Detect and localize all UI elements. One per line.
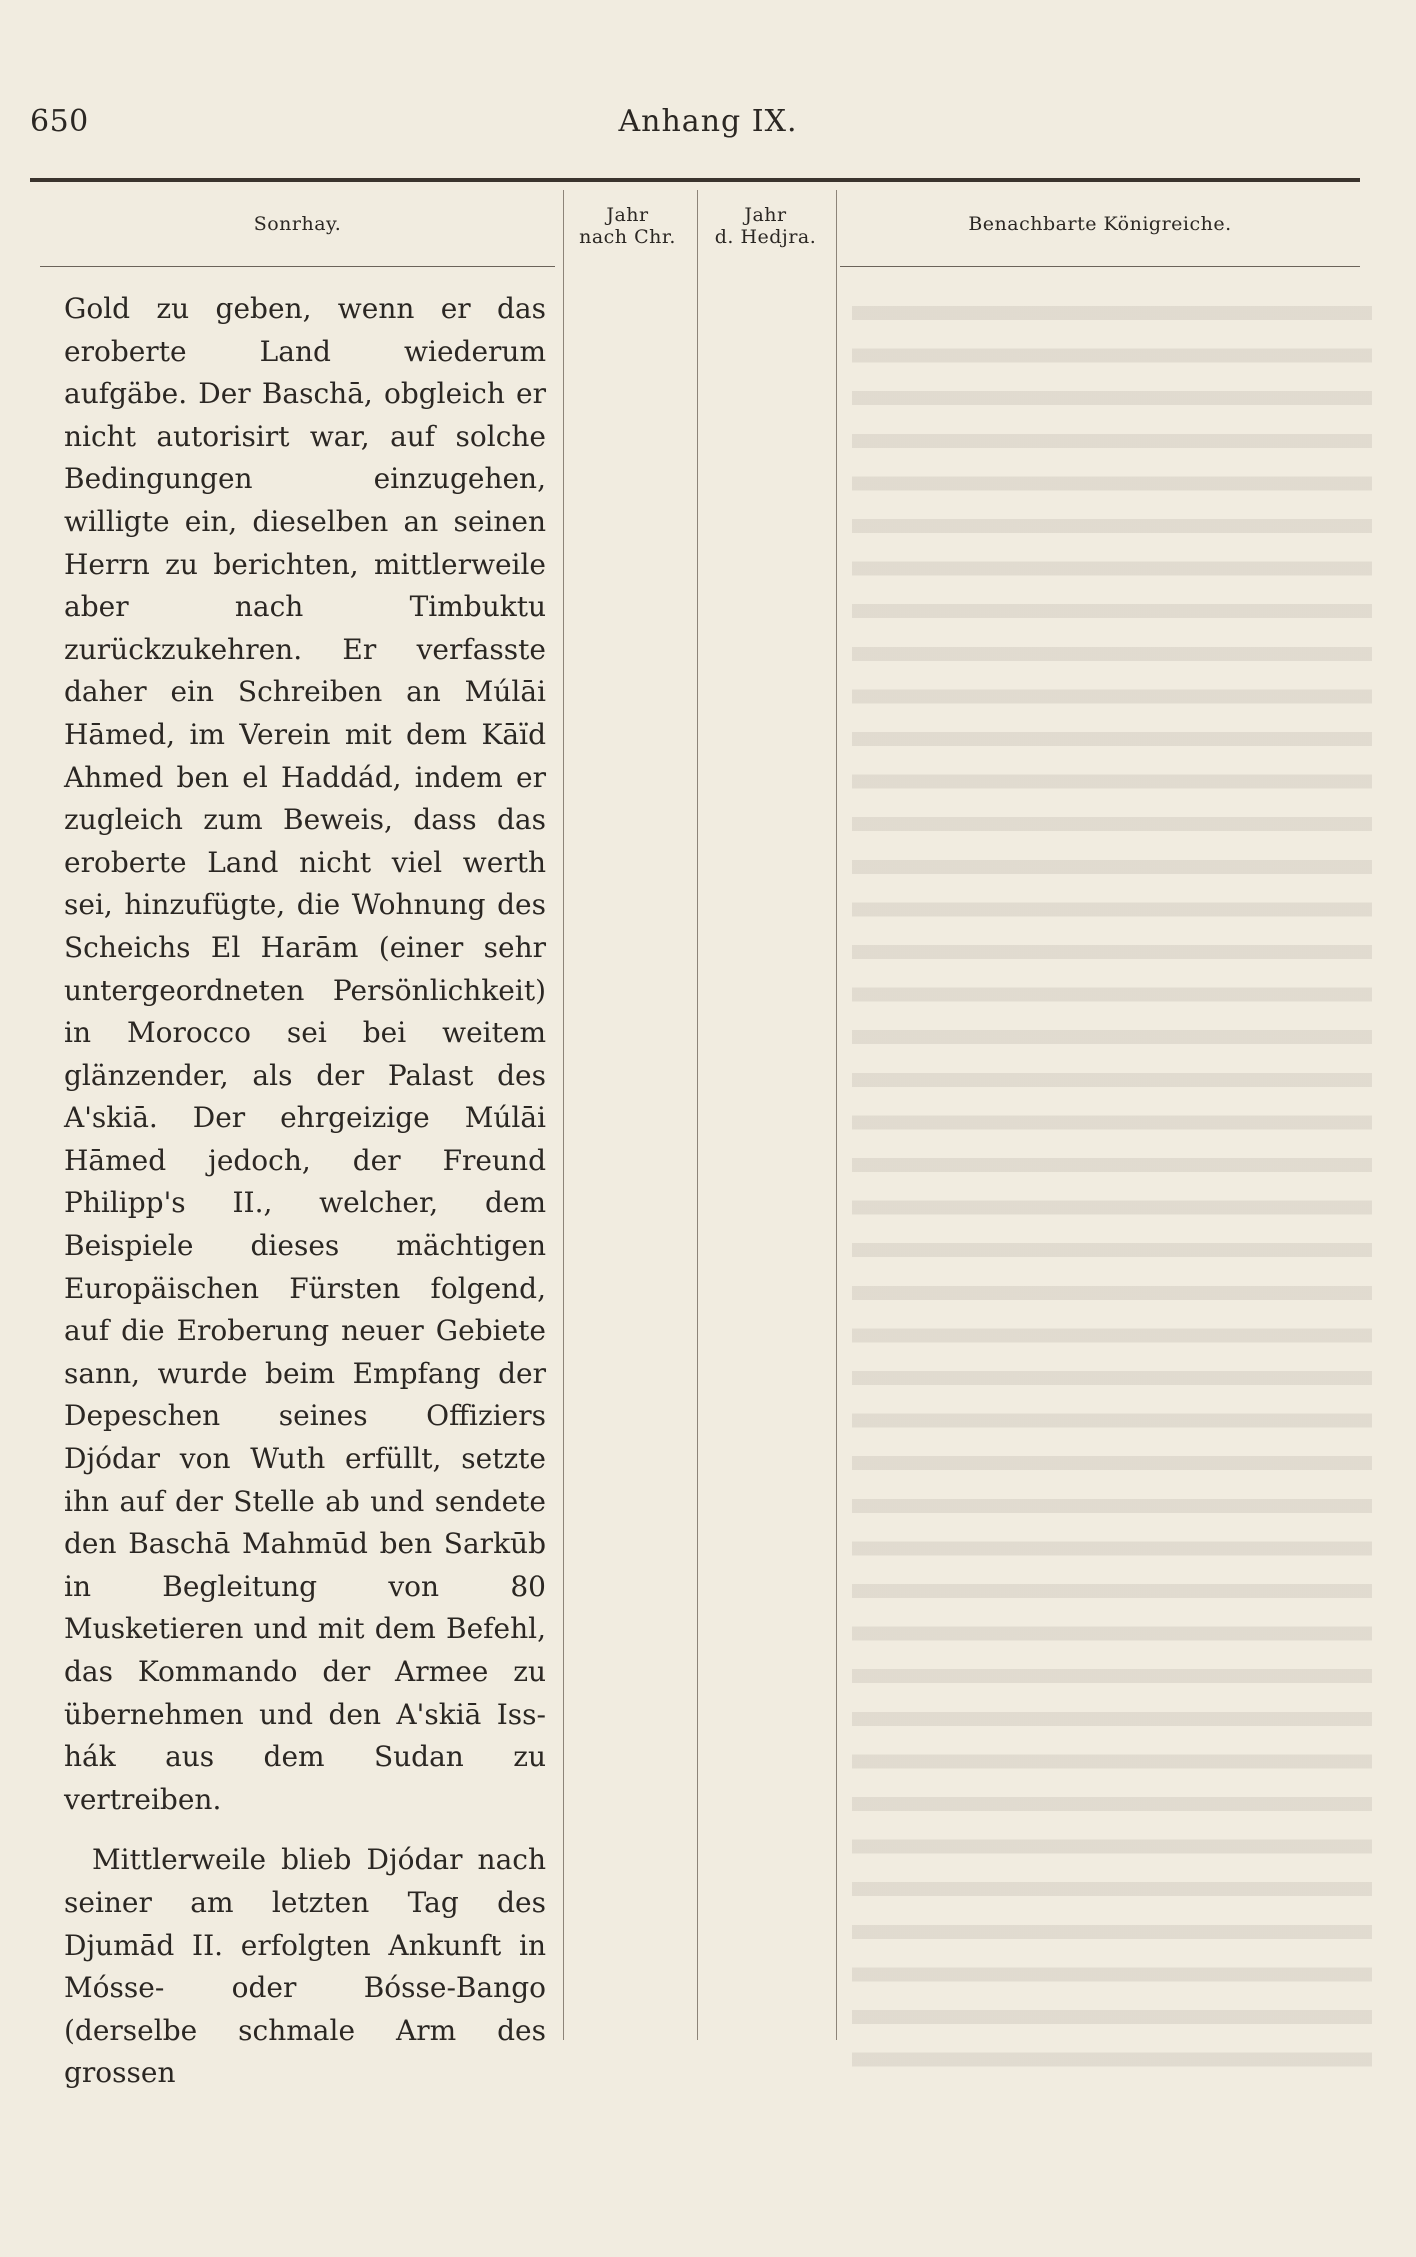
header-rule-right (840, 266, 1360, 267)
column-header-jahr-nach-chr (560, 204, 695, 248)
column-header-jahr-chr-line2: nach Chr. (579, 226, 676, 248)
column-header-jahr-hedjra-line2: d. Hedjra. (714, 226, 817, 248)
column-header-jahr-chr-line1: Jahr (606, 204, 649, 226)
column-divider-3 (836, 190, 837, 2040)
header-rule-left (40, 266, 555, 267)
column-divider-2 (697, 190, 698, 2040)
page-number: 650 (30, 104, 89, 139)
show-through-bleed (852, 292, 1372, 2072)
column-header-sonrhay: Sonrhay. (253, 213, 342, 235)
column-header-jahr-hedjra-line1: Jahr (744, 204, 787, 226)
column-divider-1 (563, 190, 564, 2040)
body-paragraph-1: Gold zu geben, wenn er das eroberte Land wiederum aufgäbe. Der Baschā, obgleich er nicht autorisirt war, auf solche Bedingungen einzugehen, willigte ein, dieselben an seinen Herrn zu berichten, mittlerweile aber nach Timbuktu zurückzukehren. Er verfasste daher ein Schreiben an Múlāi Hāmed, im Verein mit dem Kāïd Ahmed ben el Haddád, indem er zugleich zum Beweis, dass das eroberte Land nicht viel werth sei, hinzufügte, die Wohnung des Scheichs El Harām (einer sehr untergeordneten Persönlichkeit) in Morocco sei bei weitem glänzender, als der Palast des A'skiā. Der ehrgeizige Múlāi Hāmed jedoch, der Freund Philipp's II., welcher, dem Beispiele dieses mächtigen Europäischen Fürsten folgend, auf die Eroberung neuer Gebiete sann, wurde beim Empfang der Depeschen seines Offiziers Djódar von Wuth erfüllt, setzte ihn auf der Stelle ab und sendete den Baschā Mahmūd ben Sarkūb in Begleitung von 80 Musketieren und mit dem Befehl, das Kommando der Armee zu übernehmen und den A'skiā Iss-hák aus dem Sudan zu vertreiben. (64, 292, 546, 1816)
running-title: Anhang IX. (618, 104, 798, 139)
sonrhay-body-text (64, 288, 546, 2095)
body-paragraph-2: Mittlerweile blieb Djódar nach seiner am letzten Tag des Djumād II. erfolgten Ankunft in Mósse- oder Bósse-Bango (derselbe schmale Arm des grossen (64, 1843, 546, 2090)
top-rule (30, 178, 1360, 182)
column-header-benachbarte-koenigreiche: Benachbarte Königreiche. (968, 213, 1232, 235)
column-header-jahr-hedjra (698, 204, 833, 248)
